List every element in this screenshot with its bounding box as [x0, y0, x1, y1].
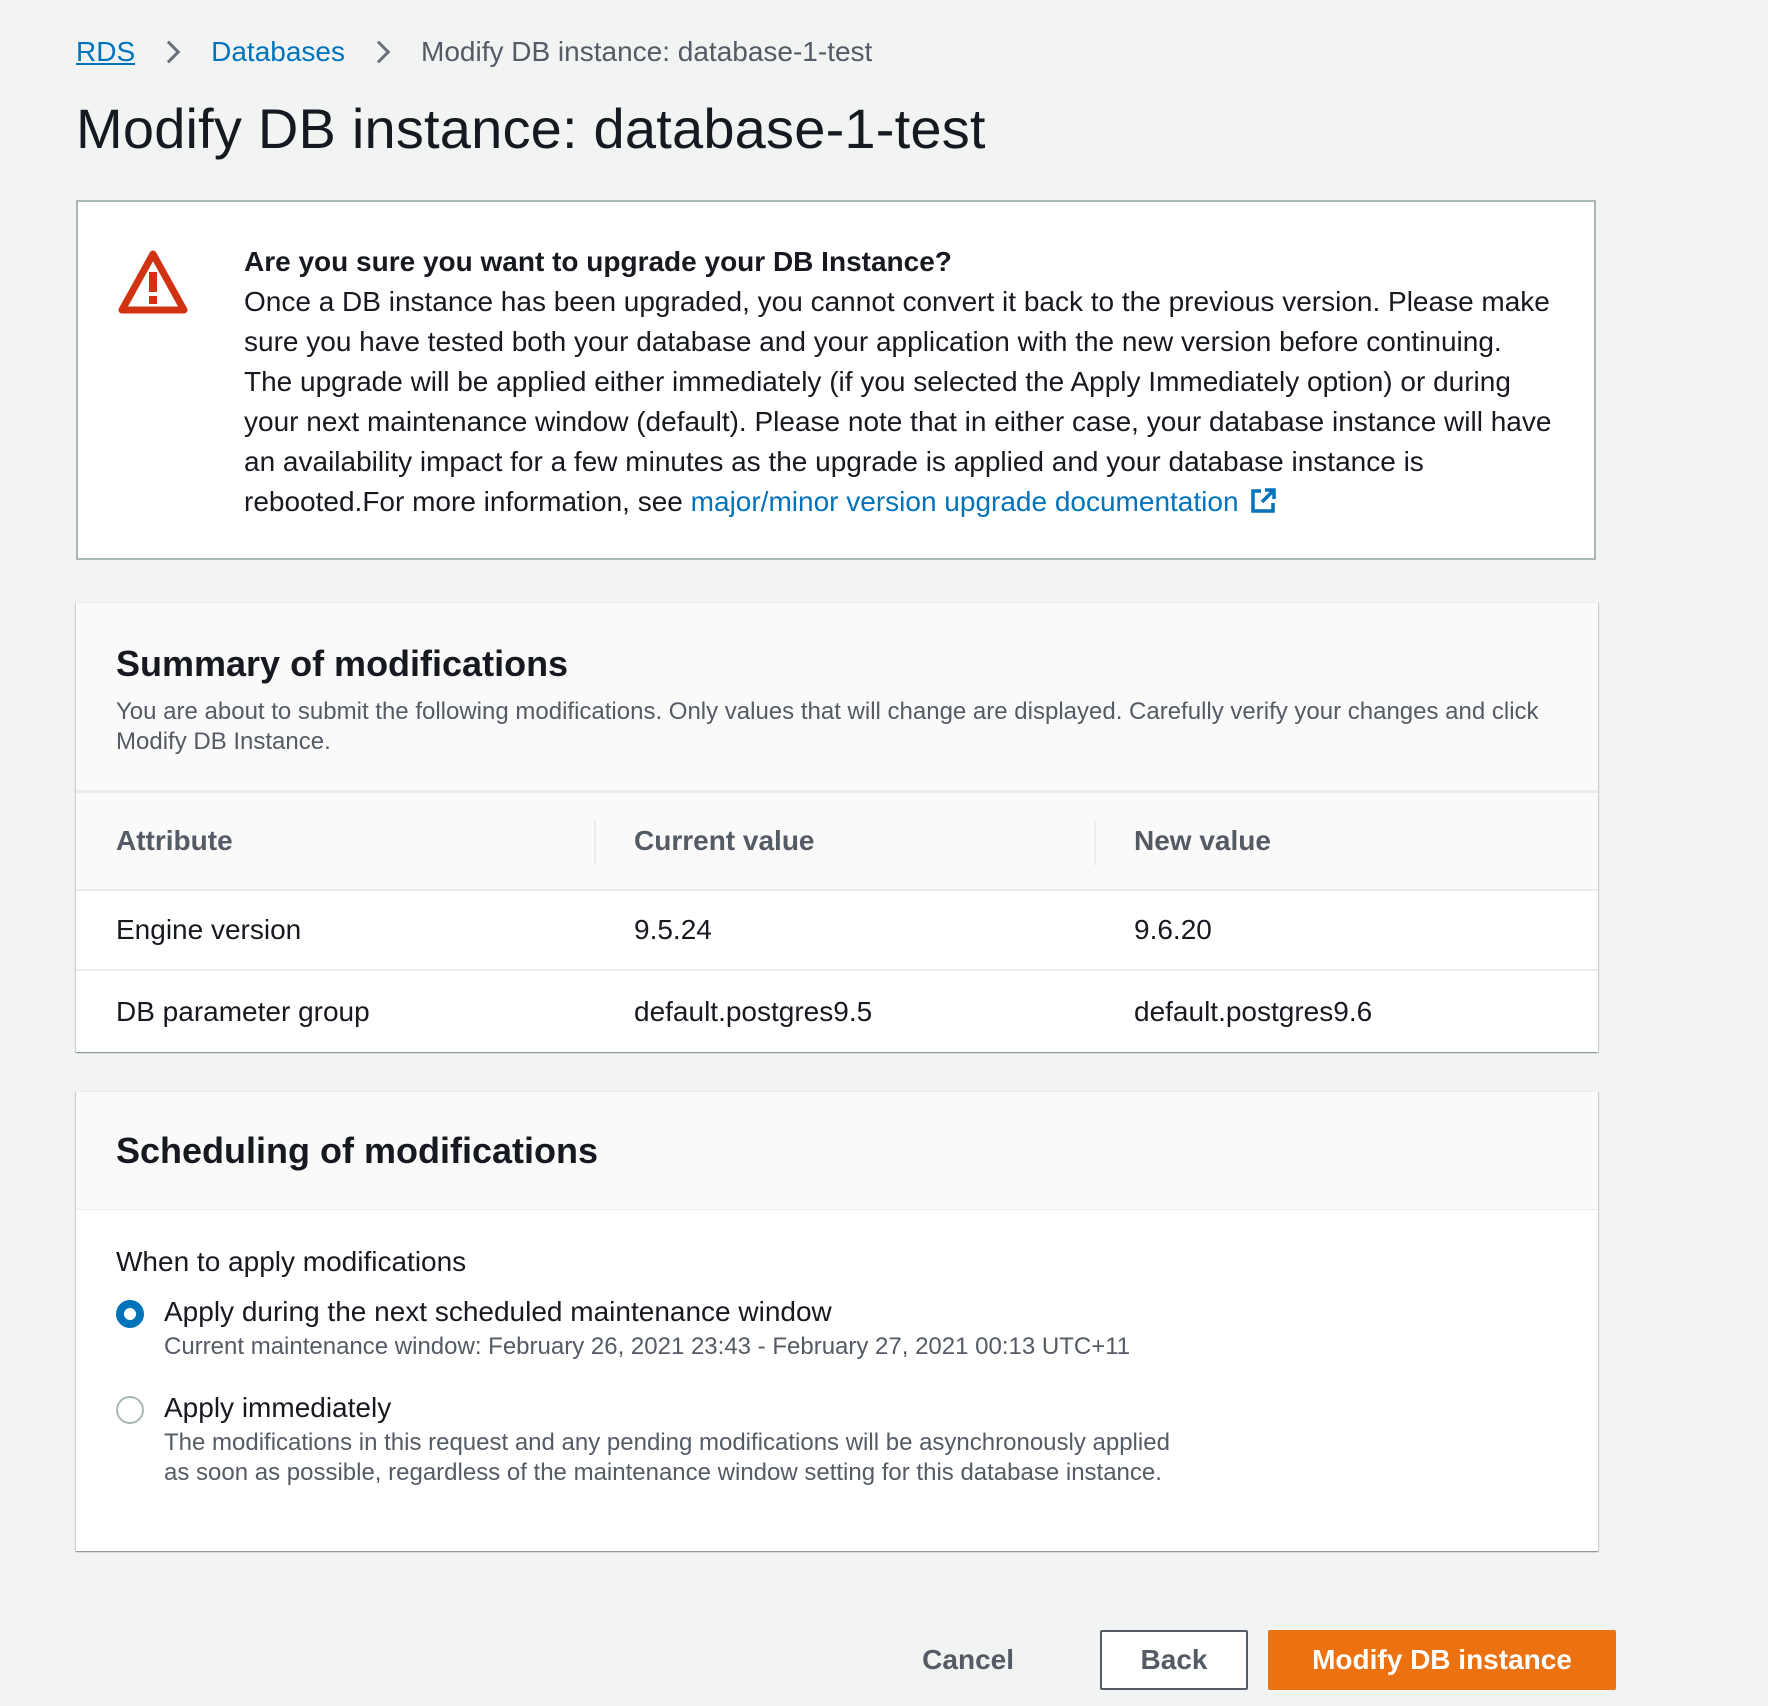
- radio-label: Apply immediately: [164, 1392, 392, 1423]
- radio-maintenance-window[interactable]: [116, 1300, 144, 1328]
- column-header-new-value: New value: [1094, 792, 1598, 890]
- attribute-cell: DB parameter group: [116, 995, 370, 1027]
- radio-option-maintenance-window[interactable]: [116, 1292, 1558, 1362]
- scheduling-panel: [76, 1091, 1598, 1551]
- breadcrumb-rds[interactable]: RDS: [76, 36, 136, 67]
- form-actions: [880, 1630, 1616, 1690]
- alert-message: Once a DB instance has been upgraded, you cannot convert it back to the previous version. Please make sure you have tested both your database and your application with the new version before continuing. The upgrade will be applied either immediately (if you selected the Apply Immediately option) or during your next maintenance window (default). Please note that in either case, your database instance will have an availability impact for a few minutes as the upgrade is applied and your database instance is rebooted.For more information, see: [244, 286, 1552, 517]
- radio-text: [164, 1388, 1174, 1488]
- chevron-right-icon: [158, 41, 181, 64]
- chevron-right-icon: [368, 41, 391, 64]
- upgrade-warning-alert: [76, 200, 1596, 560]
- scheduling-body: [76, 1210, 1598, 1550]
- radio-text: [164, 1292, 1174, 1362]
- radio-option-apply-immediately[interactable]: [116, 1388, 1558, 1488]
- external-link-icon: [1249, 487, 1277, 515]
- breadcrumb-databases[interactable]: Databases: [211, 36, 345, 67]
- summary-panel: [76, 602, 1598, 1052]
- breadcrumb: [76, 32, 872, 72]
- summary-header: [76, 603, 1598, 791]
- scheduling-title: Scheduling of modifications: [116, 1130, 599, 1171]
- modify-db-instance-button[interactable]: Modify DB instance: [1268, 1630, 1616, 1690]
- page-title: Modify DB instance: database-1-test: [76, 97, 986, 160]
- alert-title: Are you sure you want to upgrade your DB Instance?: [244, 246, 952, 277]
- warning-icon: [118, 248, 188, 318]
- radio-description: The modifications in this request and any pending modifications will be asynchronously applied as soon as possible, regardless of the maintenance window setting for this database instance.: [164, 1429, 1170, 1486]
- new-value-cell: 9.6.20: [1094, 890, 1598, 970]
- radio-apply-immediately[interactable]: [116, 1396, 144, 1424]
- upgrade-documentation-link[interactable]: [691, 486, 1277, 517]
- when-to-apply-label: When to apply modifications: [116, 1246, 467, 1277]
- summary-title: Summary of modifications: [116, 643, 569, 684]
- radio-description: Current maintenance window: February 26, 2021 23:43 - February 27, 2021 00:13 UTC+11: [164, 1333, 1131, 1360]
- upgrade-documentation-link-text: major/minor version upgrade documentation: [690, 486, 1239, 517]
- scheduling-header: [76, 1092, 1598, 1210]
- back-button[interactable]: Back: [1100, 1630, 1248, 1690]
- column-header-current-value: Current value: [594, 792, 1094, 890]
- table-row: [76, 890, 1598, 970]
- current-value-cell: 9.5.24: [594, 890, 1094, 970]
- current-value-cell: default.postgres9.5: [634, 995, 873, 1027]
- summary-description: You are about to submit the following modifications. Only values that will change are displayed. Carefully verify your changes and click Modify DB Instance.: [116, 698, 1539, 755]
- table-header-row: [76, 792, 1598, 890]
- alert-body: [244, 242, 1554, 558]
- modifications-table: [76, 791, 1598, 1052]
- table-row: [76, 970, 1598, 1052]
- new-value-cell: default.postgres9.6: [1134, 995, 1373, 1027]
- radio-label: Apply during the next scheduled maintenance window: [164, 1296, 832, 1327]
- column-header-attribute: Attribute: [76, 792, 594, 890]
- cancel-button[interactable]: Cancel: [880, 1630, 1056, 1690]
- breadcrumb-current: Modify DB instance: database-1-test: [421, 36, 873, 67]
- attribute-cell: Engine version: [76, 890, 594, 970]
